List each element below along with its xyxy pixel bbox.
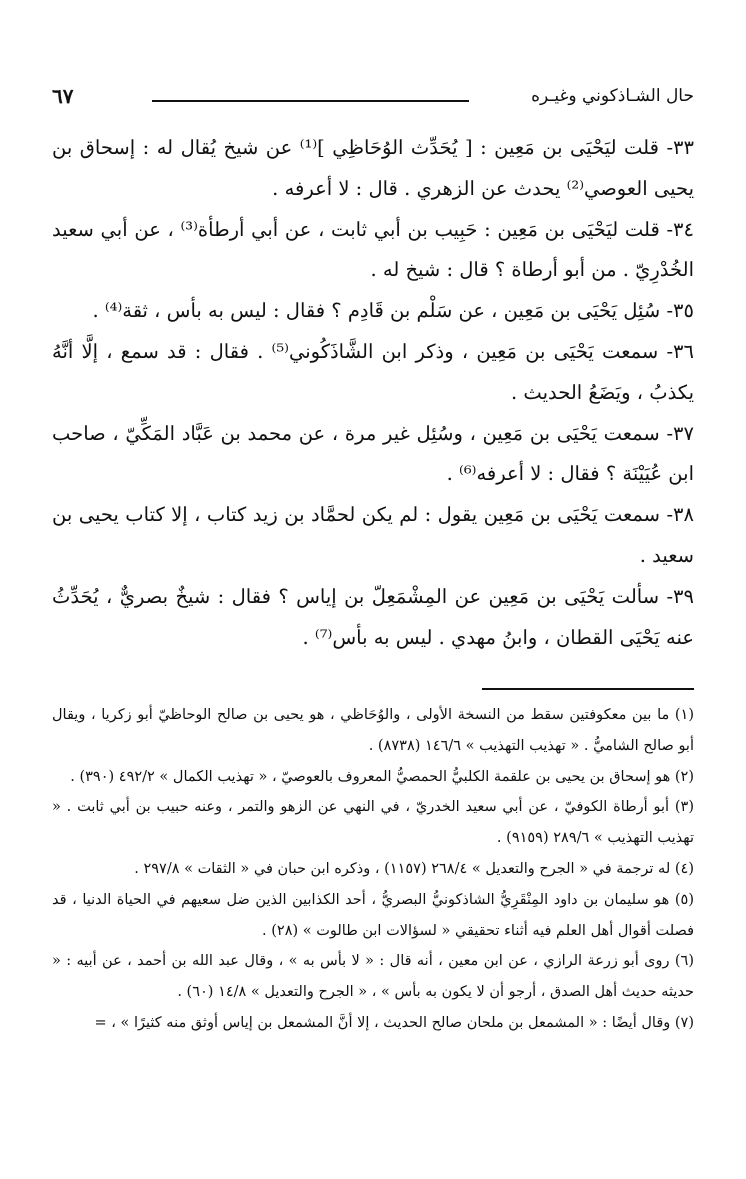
page-number: ٦٧ xyxy=(52,84,74,108)
entry-36: ٣٦- سمعت يَحْيَى بن مَعِين ، وذكر ابن الشَّاذَكُوني⁽⁵⁾ . فقال : قد سمع ، إلَّا أنَّهُ يكذبُ ، ويَضَعُ الحديث . xyxy=(52,339,694,404)
entry-34: ٣٤- قلت ليَحْيَى بن مَعِين : حَبِيب بن أبي ثابت ، عن أبي أرطأة⁽³⁾ ، عن أبي سعيد الخُدْرِيّ . من أبو أرطاة ؟ قال : شيخ له . xyxy=(52,217,694,282)
entry-33: ٣٣- قلت ليَحْيَى بن مَعِين : [ يُحَدِّث الوُحَاظِي ]⁽¹⁾ عن شيخ يُقال له : إسحاق بن يحيى العوصي⁽²⁾ يحدث عن الزهري . قال : لا أعرفه . xyxy=(52,136,694,200)
footnote-3: (٣) أبو أرطاة الكوفيّ ، عن أبي سعيد الخدريّ ، في النهي عن الزهو والتمر ، وعنه حبيب بن أبي ثابت . « تهذيب التهذيب » ٢٨٩/٦ (٩١٥٩) . xyxy=(52,799,694,847)
entry-38: ٣٨- سمعت يَحْيَى بن مَعِين يقول : لم يكن لحمَّاد بن زيد كتاب ، إلا كتاب يحيى بن سعيد . xyxy=(52,503,694,567)
entry-37: ٣٧- سمعت يَحْيَى بن مَعِين ، وسُئِل غير مرة ، عن محمد بن عَبَّاد المَكِّيّ ، صاحب ابن عُيَيْنَة ؟ فقال : لا أعرفه⁽⁶⁾ . xyxy=(52,421,694,486)
footnote-7: (٧) وقال أيضًا : « المشمعل بن ملحان صالح الحديث ، إلا أنَّ المشمعل بن إياس أوثق منه كثيرًا » ، = xyxy=(94,1014,694,1031)
footnotes xyxy=(52,700,694,1039)
header-rule xyxy=(152,100,469,102)
footnote-5: (٥) هو سليمان بن داود المِنْقَرِيُّ الشاذكونيُّ البصريُّ ، أحد الكذابين الذين ضل سعيهم في الحياة الدنيا ، قد فصلت أقوال أهل العلم فيه أثناء تحقيقي « لسؤالات ابن طالوت » (٢٨) . xyxy=(52,891,694,939)
entry-39: ٣٩- سألت يَحْيَى بن مَعِين عن المِشْمَعِلّ بن إياس ؟ فقال : شيخٌ بصريٌّ ، يُحَدِّثُ عنه يَحْيَى القطان ، وابنُ مهدي . ليس به بأس⁽⁷⁾ . xyxy=(52,584,694,649)
footnote-separator xyxy=(482,688,694,690)
entry-35: ٣٥- سُئِل يَحْيَى بن مَعِين ، عن سَلْم بن قَادِم ؟ فقال : ليس به بأس ، ثقة⁽⁴⁾ . xyxy=(92,299,694,323)
page-header xyxy=(52,86,694,112)
main-text xyxy=(52,128,694,658)
footnote-1: (١) ما بين معكوفتين سقط من النسخة الأولى ، والوُحَاظي ، هو يحيى بن صالح الوحاظيّ أبو زكريا ، ويقال أبو صالح الشاميُّ . « تهذيب التهذيب » ١٤٦/٦ (٨٧٣٨) . xyxy=(52,707,694,754)
running-title: حال الشـاذكوني وغيـره xyxy=(531,86,694,106)
footnote-4: (٤) له ترجمة في « الجرح والتعديل » ٢٦٨/٤ (١١٥٧) ، وذكره ابن حبان في « الثقات » ٢٩٧/٨ . xyxy=(134,860,694,877)
footnote-6: (٦) روى أبو زرعة الرازي ، عن ابن معين ، أنه قال : « لا بأس به » ، وقال عبد الله بن أحمد ، عن أبيه : « حديثه حديث أهل الصدق ، أرجو أن لا يكون به بأس » ، « الجرح والتعديل » ١٤/٨ (٦٠) . xyxy=(52,953,694,1001)
footnote-2: (٢) هو إسحاق بن يحيى بن علقمة الكلبيُّ الحمصيُّ المعروف بالعوصيّ ، « تهذيب الكمال » ٤٩٢/٢ (٣٩٠) . xyxy=(70,768,694,785)
